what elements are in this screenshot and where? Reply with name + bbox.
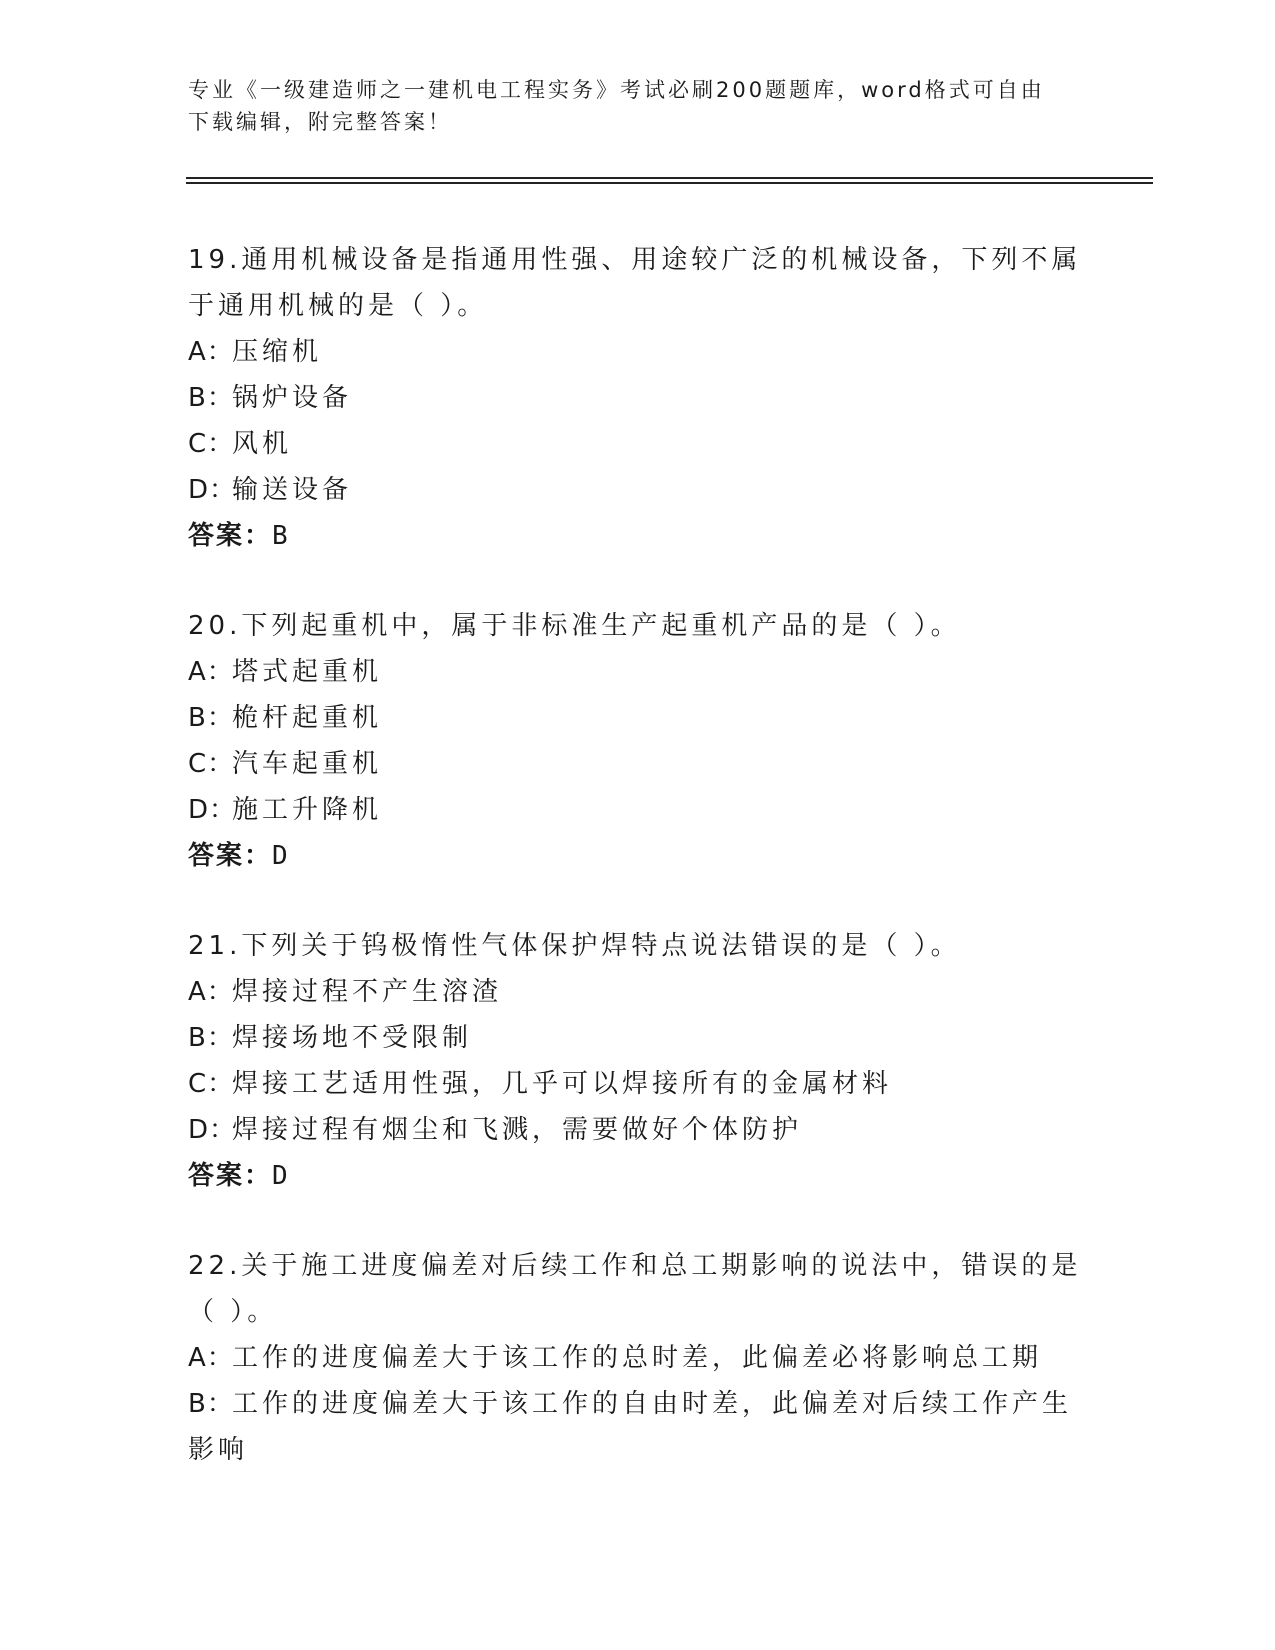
question-21	[188, 923, 1088, 1199]
option-b	[188, 375, 1088, 421]
header-divider	[186, 177, 1153, 184]
option-a	[188, 969, 1088, 1015]
question-19	[188, 237, 1088, 559]
answer-value: D	[272, 841, 290, 871]
answer-line	[188, 833, 1088, 879]
option-a	[188, 649, 1088, 695]
question-20	[188, 603, 1088, 879]
option-text: 压缩机	[232, 337, 323, 367]
option-letter: C：	[188, 749, 235, 779]
option-d	[188, 787, 1088, 833]
option-c	[188, 421, 1088, 467]
option-d	[188, 467, 1088, 513]
header-line-1: 专业《一级建造师之一建机电工程实务》考试必刷200题题库，word格式可自由	[188, 78, 1045, 102]
option-letter: A：	[188, 657, 234, 687]
option-b	[188, 695, 1088, 741]
option-text: 焊接工艺适用性强，几乎可以焊接所有的金属材料	[232, 1069, 893, 1099]
option-letter: D：	[188, 1115, 237, 1145]
option-letter: B：	[188, 703, 234, 733]
question-list	[188, 237, 1088, 1517]
question-text: 20.下列起重机中，属于非标准生产起重机产品的是（ ）。	[188, 611, 961, 641]
question-text: 19.通用机械设备是指通用性强、用途较广泛的机械设备，下列不属于通用机械的是（ ）。	[188, 245, 1082, 321]
option-d	[188, 1107, 1088, 1153]
option-b	[188, 1381, 1088, 1473]
option-text: 输送设备	[232, 475, 353, 505]
option-text: 焊接过程有烟尘和飞溅，需要做好个体防护	[232, 1115, 803, 1145]
option-letter: D：	[188, 795, 237, 825]
option-text: 塔式起重机	[232, 657, 383, 687]
answer-label: 答案：	[188, 841, 273, 871]
question-text: 22.关于施工进度偏差对后续工作和总工期影响的说法中，错误的是（ ）。	[188, 1251, 1082, 1327]
option-letter: A：	[188, 337, 234, 367]
option-text: 工作的进度偏差大于该工作的总时差，此偏差必将影响总工期	[232, 1343, 1043, 1373]
answer-label: 答案：	[188, 521, 273, 551]
option-letter: A：	[188, 1343, 234, 1373]
question-22	[188, 1243, 1088, 1473]
option-text: 焊接场地不受限制	[232, 1023, 473, 1053]
option-letter: D：	[188, 475, 237, 505]
option-c	[188, 1061, 1088, 1107]
option-text: 锅炉设备	[232, 383, 353, 413]
option-letter: C：	[188, 1069, 235, 1099]
option-text: 桅杆起重机	[232, 703, 383, 733]
answer-label: 答案：	[188, 1161, 273, 1191]
option-letter: B：	[188, 1023, 234, 1053]
option-text: 汽车起重机	[232, 749, 383, 779]
option-letter: A：	[188, 977, 234, 1007]
option-text: 工作的进度偏差大于该工作的自由时差，此偏差对后续工作产生影响	[188, 1389, 1073, 1465]
option-letter: C：	[188, 429, 235, 459]
answer-line	[188, 1153, 1088, 1199]
question-text: 21.下列关于钨极惰性气体保护焊特点说法错误的是（ ）。	[188, 931, 961, 961]
header-line-2: 下载编辑，附完整答案！	[188, 110, 452, 134]
option-a	[188, 329, 1088, 375]
option-a	[188, 1335, 1088, 1381]
option-c	[188, 741, 1088, 787]
option-text: 风机	[232, 429, 293, 459]
answer-line	[188, 513, 1088, 559]
answer-value: D	[272, 1161, 290, 1191]
document-header	[188, 74, 1068, 138]
option-text: 焊接过程不产生溶渣	[232, 977, 503, 1007]
option-letter: B：	[188, 1389, 234, 1419]
option-b	[188, 1015, 1088, 1061]
option-letter: B：	[188, 383, 234, 413]
option-text: 施工升降机	[232, 795, 383, 825]
answer-value: B	[272, 521, 290, 551]
